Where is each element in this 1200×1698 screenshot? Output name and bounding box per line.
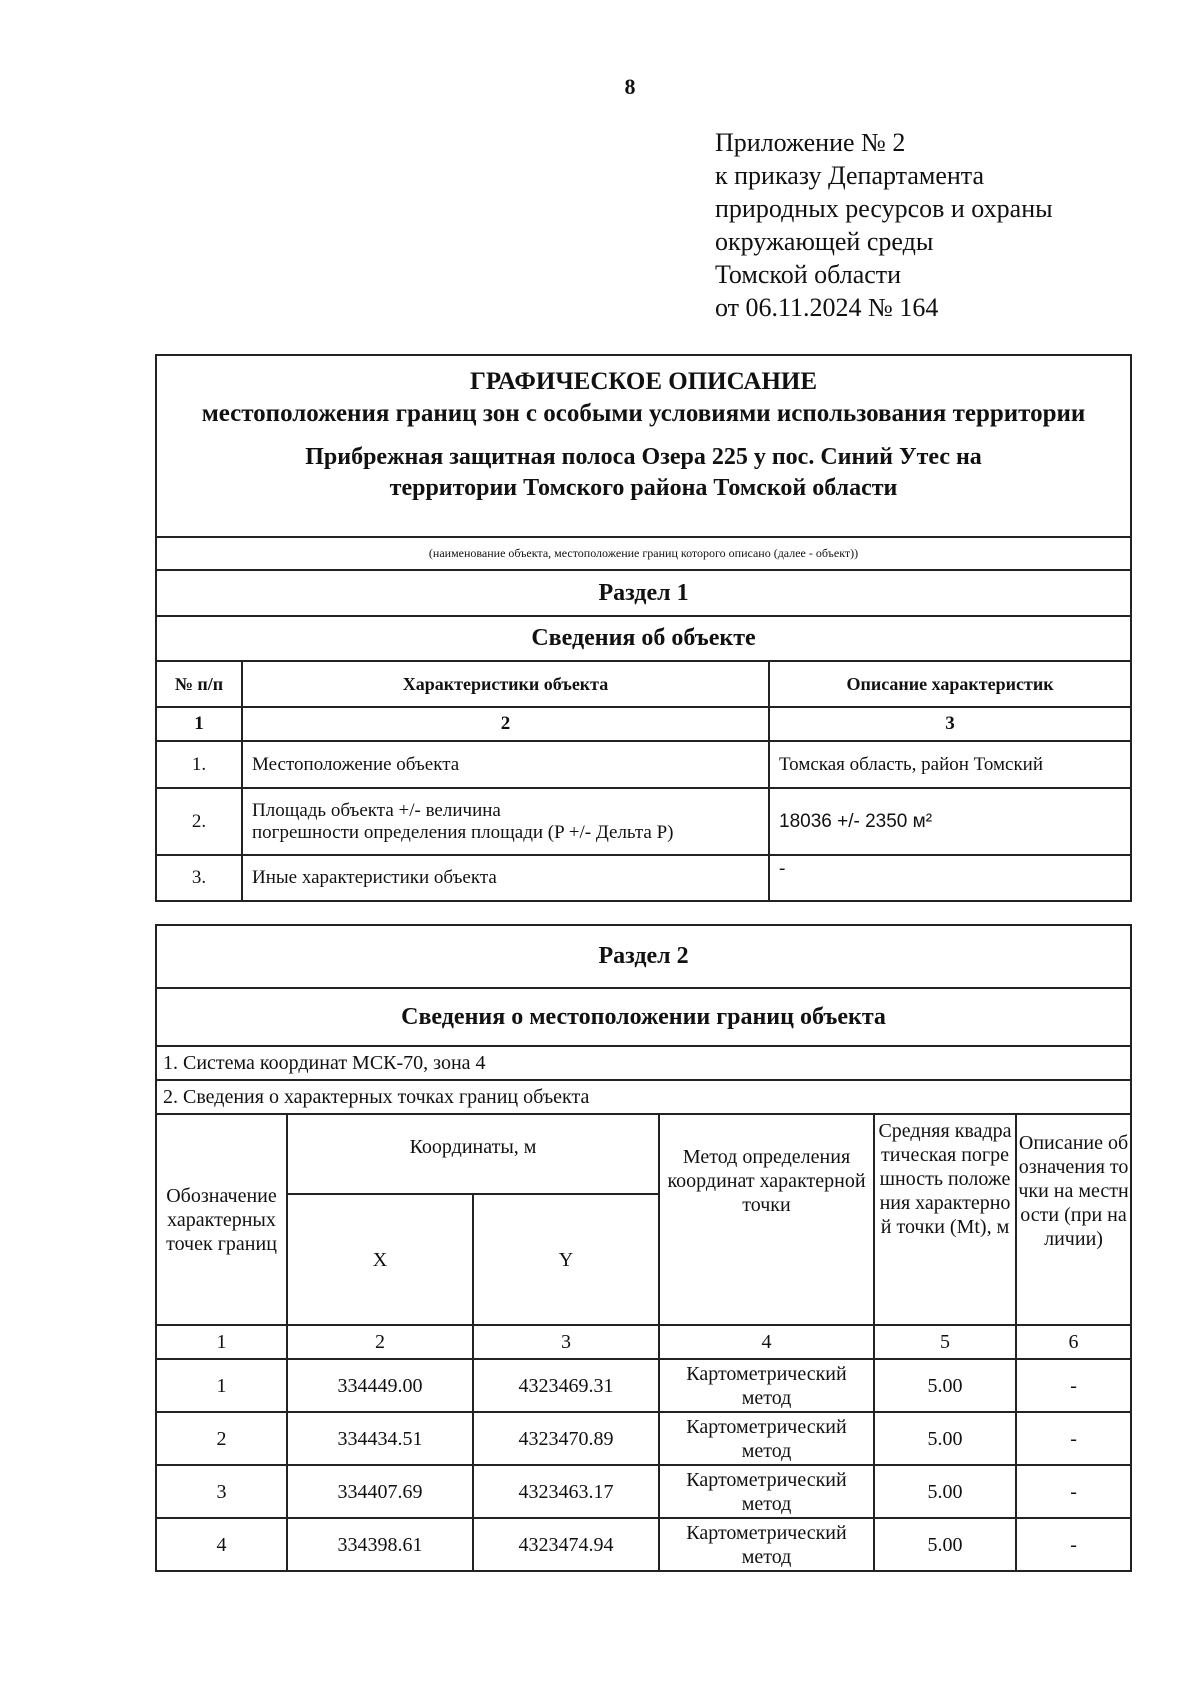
col-header-x: X bbox=[287, 1194, 473, 1325]
point-method-line: метод bbox=[741, 1439, 792, 1462]
table-row bbox=[156, 741, 1131, 788]
points-header: 2. Сведения о характерных точках границ объекта bbox=[156, 1080, 1131, 1114]
col-number: 1 bbox=[156, 707, 242, 741]
section1-subtitle: Сведения об объекте bbox=[156, 616, 1131, 661]
object-name-line1: Прибрежная защитная полоса Озера 225 у пос. Синий Утес на bbox=[305, 444, 982, 470]
appendix-block bbox=[715, 126, 1053, 324]
appendix-line: от 06.11.2024 № 164 bbox=[715, 293, 939, 322]
boundary-points-table bbox=[155, 924, 1132, 1572]
col-number: 5 bbox=[874, 1325, 1016, 1359]
table-row bbox=[156, 1465, 1131, 1518]
row-characteristic-line: погрешности определения площади (P +/- Дельта P) bbox=[252, 821, 674, 843]
appendix-line: окружающей среды bbox=[715, 227, 934, 256]
col-number: 3 bbox=[473, 1325, 659, 1359]
object-caption: (наименование объекта, местоположение границ которого описано (далее - объект)) bbox=[156, 537, 1131, 570]
section2-subtitle: Сведения о местоположении границ объекта bbox=[156, 988, 1131, 1046]
col-number: 4 bbox=[659, 1325, 874, 1359]
row-description: 18036 +/- 2350 м² bbox=[769, 788, 1131, 855]
point-description: - bbox=[1016, 1412, 1131, 1465]
point-description: - bbox=[1016, 1359, 1131, 1412]
point-method-line: метод bbox=[741, 1386, 792, 1409]
point-x: 334434.51 bbox=[287, 1412, 473, 1465]
point-id: 4 bbox=[156, 1518, 287, 1571]
point-id: 3 bbox=[156, 1465, 287, 1518]
point-mt: 5.00 bbox=[874, 1518, 1016, 1571]
point-method bbox=[659, 1518, 874, 1571]
col-header-point-description: Описание обозначения точки на местности (при наличии) bbox=[1016, 1114, 1131, 1325]
point-y: 4323470.89 bbox=[473, 1412, 659, 1465]
row-characteristic: Иные характеристики объекта bbox=[242, 855, 769, 901]
object-name-line2: территории Томского района Томской области bbox=[389, 475, 898, 501]
section1-title: Раздел 1 bbox=[156, 570, 1131, 616]
point-y: 4323469.31 bbox=[473, 1359, 659, 1412]
col-header-description: Описание характеристик bbox=[769, 661, 1131, 707]
col-number: 1 bbox=[156, 1325, 287, 1359]
point-method bbox=[659, 1359, 874, 1412]
point-y: 4323463.17 bbox=[473, 1465, 659, 1518]
table-row bbox=[156, 1518, 1131, 1571]
document-title: ГРАФИЧЕСКОЕ ОПИСАНИЕ bbox=[469, 368, 818, 395]
col-header-y: Y bbox=[473, 1194, 659, 1325]
point-mt: 5.00 bbox=[874, 1465, 1016, 1518]
row-number: 1. bbox=[156, 741, 242, 788]
point-mt: 5.00 bbox=[874, 1359, 1016, 1412]
point-description: - bbox=[1016, 1518, 1131, 1571]
document-subtitle: местоположения границ зон с особыми условиями использования территории bbox=[201, 400, 1086, 427]
col-header-coordinates: Координаты, м bbox=[287, 1114, 659, 1194]
point-x: 334407.69 bbox=[287, 1465, 473, 1518]
row-number: 2. bbox=[156, 788, 242, 855]
point-method-line: Картометрический bbox=[686, 1468, 847, 1491]
object-info-table bbox=[155, 354, 1132, 902]
appendix-line: к приказу Департамента bbox=[715, 161, 985, 190]
point-x: 334449.00 bbox=[287, 1359, 473, 1412]
document-heading bbox=[156, 355, 1131, 537]
point-id: 1 bbox=[156, 1359, 287, 1412]
row-description: Томская область, район Томский bbox=[769, 741, 1131, 788]
point-y: 4323474.94 bbox=[473, 1518, 659, 1571]
col-header-number: № п/п bbox=[156, 661, 242, 707]
point-description: - bbox=[1016, 1465, 1131, 1518]
col-header-method: Метод определения координат характерной точки bbox=[659, 1114, 874, 1325]
row-characteristic-line: Площадь объекта +/- величина bbox=[252, 799, 501, 821]
col-number: 6 bbox=[1016, 1325, 1131, 1359]
page-number: 8 bbox=[624, 74, 636, 99]
coordinate-system: 1. Система координат МСК-70, зона 4 bbox=[156, 1046, 1131, 1080]
table-row bbox=[156, 1412, 1131, 1465]
point-method bbox=[659, 1465, 874, 1518]
table-row bbox=[156, 788, 1131, 855]
point-method-line: метод bbox=[741, 1492, 792, 1515]
point-method-line: Картометрический bbox=[686, 1362, 847, 1385]
point-mt: 5.00 bbox=[874, 1412, 1016, 1465]
col-number: 2 bbox=[242, 707, 769, 741]
row-characteristic: Местоположение объекта bbox=[242, 741, 769, 788]
table-row bbox=[156, 855, 1131, 901]
col-header-error: Средняя квадратическая погрешность положения характерной точки (Mt), м bbox=[874, 1114, 1016, 1325]
appendix-line: природных ресурсов и охраны bbox=[715, 194, 1053, 223]
appendix-line: Томской области bbox=[715, 260, 902, 289]
point-id: 2 bbox=[156, 1412, 287, 1465]
point-method-line: метод bbox=[741, 1545, 792, 1568]
row-description: - bbox=[769, 855, 1131, 901]
appendix-line: Приложение № 2 bbox=[715, 128, 906, 157]
point-method bbox=[659, 1412, 874, 1465]
row-characteristic bbox=[242, 788, 769, 855]
col-header-designation: Обозначение характерных точек границ bbox=[156, 1114, 287, 1325]
section2-title: Раздел 2 bbox=[156, 925, 1131, 988]
row-number: 3. bbox=[156, 855, 242, 901]
col-number: 3 bbox=[769, 707, 1131, 741]
point-method-line: Картометрический bbox=[686, 1521, 847, 1544]
col-number: 2 bbox=[287, 1325, 473, 1359]
point-method-line: Картометрический bbox=[686, 1415, 847, 1438]
point-x: 334398.61 bbox=[287, 1518, 473, 1571]
col-header-characteristic: Характеристики объекта bbox=[242, 661, 769, 707]
table-row bbox=[156, 1359, 1131, 1412]
